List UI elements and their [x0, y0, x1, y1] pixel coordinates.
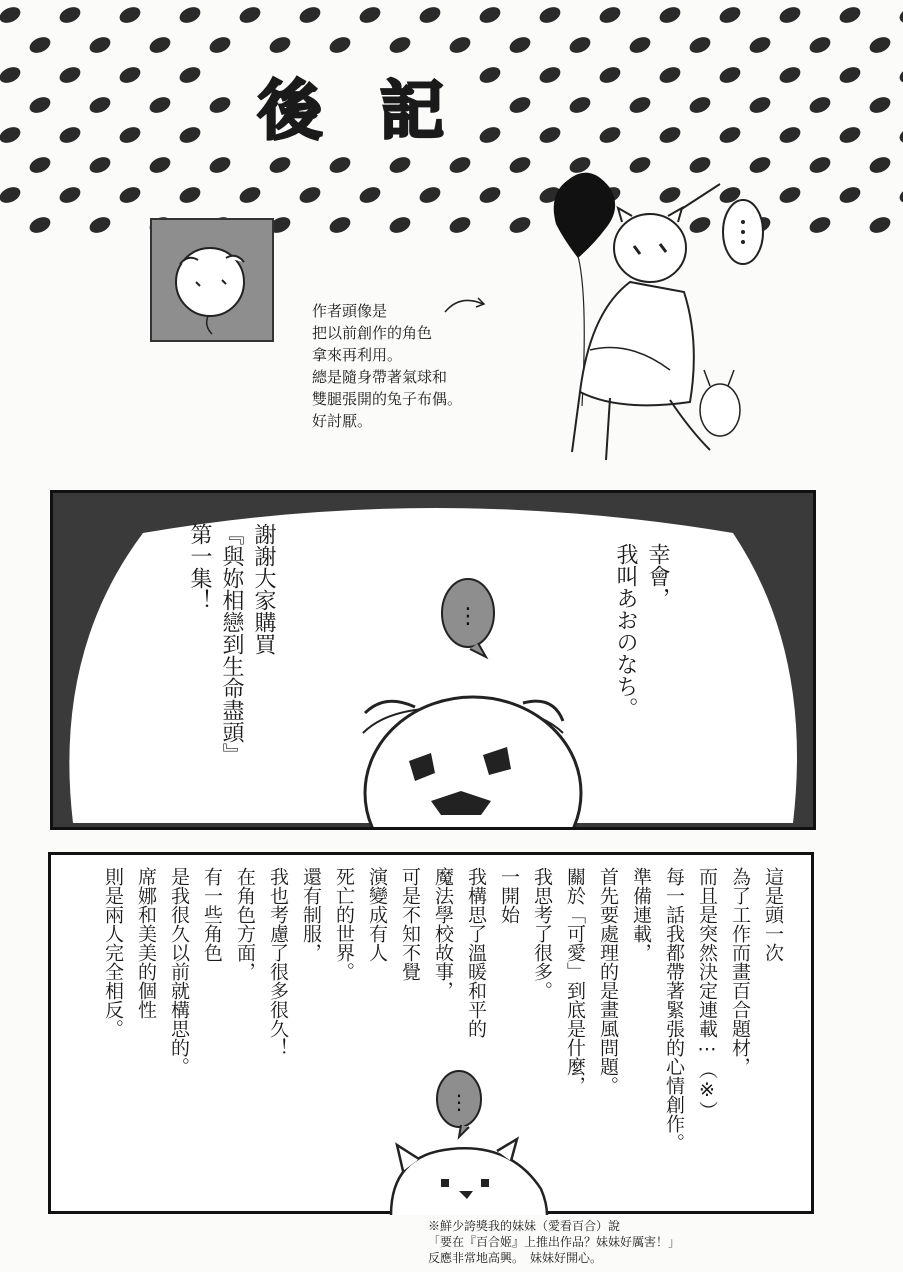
pattern-dot: [267, 154, 293, 176]
pattern-dot: [327, 154, 353, 176]
pattern-dot: [837, 4, 863, 26]
pattern-dot: [57, 64, 83, 86]
avatar-note-text: 作者頭像是 把以前創作的角色 拿來再利用。 總是隨身帶著氣球和 雙腿張開的兔子布偶。 好討厭。: [312, 302, 463, 430]
pattern-dot: [237, 4, 263, 26]
pattern-dot: [507, 34, 533, 56]
pattern-dot: [837, 64, 863, 86]
pattern-dot: [177, 184, 203, 206]
pattern-dot: [27, 214, 53, 236]
pattern-dot: [717, 64, 743, 86]
pattern-dot: [477, 124, 503, 146]
pattern-dot: [357, 4, 383, 26]
pattern-dot: [867, 214, 893, 236]
pattern-dot: [747, 34, 773, 56]
pattern-dot: [447, 214, 473, 236]
footnote-text: ※鮮少誇獎我的妹妹（愛看百合）說 「要在『百合姬』上推出作品？妹妹好厲害！」 反應非常地高興。 妹妹好開心。: [428, 1219, 681, 1265]
pattern-dot: [27, 154, 53, 176]
pattern-dot: [597, 124, 623, 146]
pattern-dot: [567, 34, 593, 56]
pattern-dot: [627, 94, 653, 116]
pattern-dot: [687, 94, 713, 116]
pattern-dot: [867, 94, 893, 116]
pattern-dot: [657, 64, 683, 86]
pattern-dot: [87, 154, 113, 176]
pattern-dot: [417, 184, 443, 206]
pattern-dot: [597, 4, 623, 26]
pattern-dot: [597, 64, 623, 86]
pattern-dot: [657, 124, 683, 146]
pattern-dot: [87, 214, 113, 236]
pattern-dot: [477, 64, 503, 86]
pattern-dot: [237, 184, 263, 206]
pattern-dot: [357, 184, 383, 206]
pattern-dot: [297, 4, 323, 26]
pattern-dot: [867, 34, 893, 56]
pattern-dot: [897, 4, 903, 26]
pattern-dot: [87, 94, 113, 116]
pattern-dot: [807, 94, 833, 116]
pattern-dot: [777, 124, 803, 146]
pattern-dot: [447, 154, 473, 176]
pattern-dot: [27, 94, 53, 116]
pattern-dot: [297, 184, 323, 206]
pattern-dot: [177, 124, 203, 146]
pattern-dot: [0, 184, 23, 206]
pattern-dot: [867, 154, 893, 176]
pattern-dot: [507, 94, 533, 116]
pattern-dot: [897, 124, 903, 146]
pattern-dot: [57, 184, 83, 206]
pattern-dot: [537, 4, 563, 26]
pattern-dot: [57, 124, 83, 146]
pattern-dot: [687, 34, 713, 56]
pattern-dot: [777, 4, 803, 26]
pattern-dot: [387, 154, 413, 176]
pattern-dot: [897, 184, 903, 206]
pattern-dot: [147, 34, 173, 56]
pattern-dot: [57, 4, 83, 26]
pattern-dot: [717, 4, 743, 26]
pattern-dot: [177, 4, 203, 26]
arrow-icon: [440, 292, 490, 322]
pattern-dot: [267, 34, 293, 56]
pattern-dot: [837, 124, 863, 146]
pattern-dot: [807, 34, 833, 56]
pattern-dot: [537, 64, 563, 86]
pattern-dot: [777, 184, 803, 206]
panel-dark-vignette: [53, 493, 813, 827]
title-char-2: 記: [380, 75, 446, 149]
pattern-dot: [177, 64, 203, 86]
pattern-dot: [777, 64, 803, 86]
panel-afterword-body: [48, 852, 814, 1214]
pattern-dot: [117, 184, 143, 206]
speech-bubble-icon: [438, 573, 498, 663]
pattern-dot: [897, 64, 903, 86]
pattern-dot: [807, 214, 833, 236]
pattern-dot: [207, 94, 233, 116]
pattern-dot: [417, 4, 443, 26]
author-avatar-image: [150, 218, 274, 342]
panel-greeting: [50, 490, 816, 830]
bubble-dots: ⋮: [457, 604, 479, 629]
pattern-dot: [447, 34, 473, 56]
pattern-dot: [657, 4, 683, 26]
bunny-face-icon: [381, 1131, 551, 1215]
pattern-dot: [477, 184, 503, 206]
title-char-1: 後: [258, 75, 324, 149]
pattern-dot: [387, 34, 413, 56]
pattern-dot: [807, 154, 833, 176]
pattern-dot: [0, 124, 23, 146]
pattern-dot: [747, 94, 773, 116]
thanks-text: 謝謝大家購買 『與妳相戀到生命盡頭』 第一集！: [187, 523, 276, 765]
greeting-text: 幸會， 我叫あおのなち。: [613, 543, 670, 719]
pattern-dot: [327, 214, 353, 236]
pattern-dot: [117, 64, 143, 86]
pattern-dot: [117, 4, 143, 26]
pattern-dot: [567, 94, 593, 116]
pattern-dot: [117, 124, 143, 146]
pattern-dot: [147, 94, 173, 116]
pattern-dot: [207, 34, 233, 56]
bubble-dots: ⋮: [449, 1090, 469, 1114]
pattern-dot: [627, 34, 653, 56]
speech-bubble-icon: [718, 196, 768, 276]
pattern-dot: [837, 184, 863, 206]
pattern-dot: [717, 124, 743, 146]
pattern-dot: [27, 34, 53, 56]
afterword-body-text: 這是頭一次 為了工作而畫百合題材， 而且是突然決定連載⋯（※） 每一話我都帶著緊張的心情創作。 準備連載， 首先要處理的是畫風問題。 關於「可愛」到底是什麼， 我思考了很多。 一開始 我構思了溫暖和平的 魔法學校故事， 可是不知不覺 演變成有人 死亡的世界。 還有制服， 我也考慮了很多很久！ 在角色方面， 有一些角色 是我很久以前就構思的。 席娜和美美的個性 則是兩人完全相反。: [102, 867, 784, 1152]
pattern-dot: [0, 64, 23, 86]
pattern-dot: [87, 34, 113, 56]
pattern-dot: [477, 4, 503, 26]
pattern-dot: [0, 4, 23, 26]
pattern-dot: [147, 154, 173, 176]
bunny-balloon-icon: [152, 220, 272, 340]
pattern-dot: [537, 124, 563, 146]
pattern-dot: [387, 214, 413, 236]
pattern-dot: [207, 154, 233, 176]
pattern-dot: [327, 34, 353, 56]
